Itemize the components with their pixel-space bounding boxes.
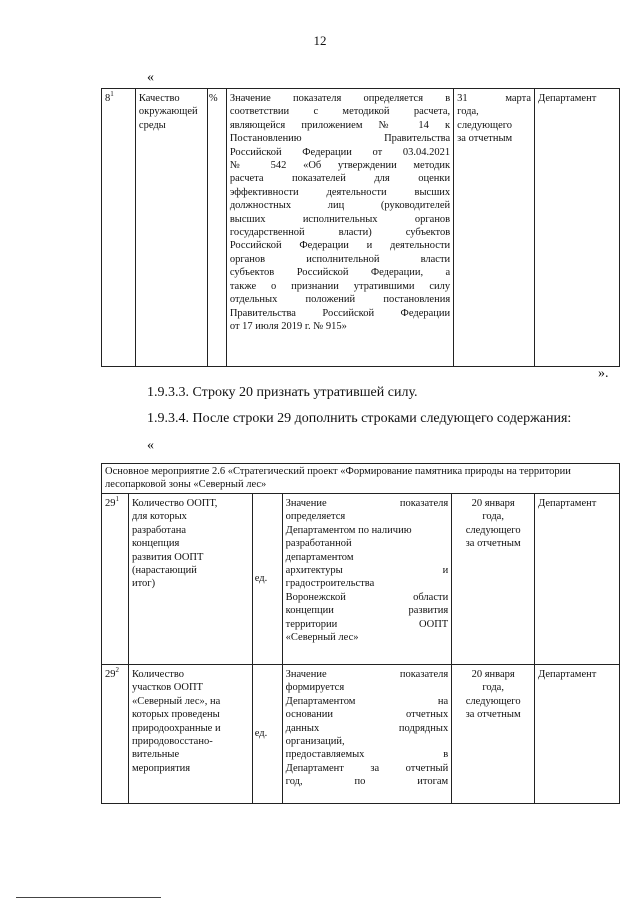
indicator-name: Качество окружающей среды xyxy=(135,89,207,367)
unit: ед. xyxy=(252,665,282,804)
close-quote: ». xyxy=(598,366,609,381)
responsible: Департамент xyxy=(535,494,620,665)
deadline: 20 января года, следующего за отчетным xyxy=(452,665,535,804)
indicator-name: Количество ООПТ, для которых разработана концепция развития ООПТ (нарастающий итог) xyxy=(128,494,252,665)
open-quote: « xyxy=(147,70,154,85)
section-header-row xyxy=(102,464,620,494)
deadline: 20 января года, следующего за отчетным xyxy=(452,494,535,665)
paragraph-1-9-3-4: 1.9.3.4. После строки 29 дополнить строками следующего содержания: xyxy=(147,411,572,426)
calculation-method: Значение показателя формируется Департаментом на основании отчетных данных подрядных организаций, предоставляемых в Департамент за отчетный год, по итогам xyxy=(282,665,452,804)
indicator-name: Количество участков ООПТ «Северный лес», на которых проведены природоохранные и природовосстано- вительные мероприятия xyxy=(128,665,252,804)
indicator-table-1 xyxy=(101,88,620,367)
indicator-table-2 xyxy=(101,463,620,804)
footer-divider xyxy=(16,897,161,898)
table-row xyxy=(102,665,620,804)
paragraph-1-9-3-3: 1.9.3.3. Строку 20 признать утратившей силу. xyxy=(147,385,418,400)
unit: ед. xyxy=(252,494,282,665)
unit: % xyxy=(207,89,226,367)
row-number: $8^1$ xyxy=(102,89,136,367)
responsible: Департамент xyxy=(535,89,620,367)
section-header: Основное мероприятие 2.6 «Стратегический проект «Формирование памятника природы на территории лесопарковой зоны «Северный лес» xyxy=(102,464,620,494)
calculation-method: Значение показателя определяется Департаментом по наличию разработанной департаментом архитектуры и градостроительства Воронежской области концепции развития территории ООПТ «Северный лес» xyxy=(282,494,452,665)
open-quote-2: « xyxy=(147,438,154,453)
deadline: 31 марта года, следующего за отчетным xyxy=(454,89,535,367)
responsible: Департамент xyxy=(535,665,620,804)
row-number: $29^1$ xyxy=(102,494,129,665)
row-number: $29^2$ xyxy=(102,665,129,804)
table-row xyxy=(102,89,620,367)
table-row xyxy=(102,494,620,665)
calculation-method: Значение показателя определяется в соответствии с методикой расчета, являющейся приложением № 14 к Постановлению Правительства Российской Федерации от 03.04.2021 № 542 «Об утверждении методик расчета показателей для оценки эффективности деятельности высших должностных лиц (руководителей высших исполнительных органов государственной власти) субъектов Российской Федерации и деятельности органов исполнительной власти субъектов Российской Федерации, а также о признании утратившими силу отдельных положений постановления Правительства Российской Федерации от 17 июля 2019 г. № 915» xyxy=(226,89,453,367)
page-number: 12 xyxy=(313,33,327,48)
